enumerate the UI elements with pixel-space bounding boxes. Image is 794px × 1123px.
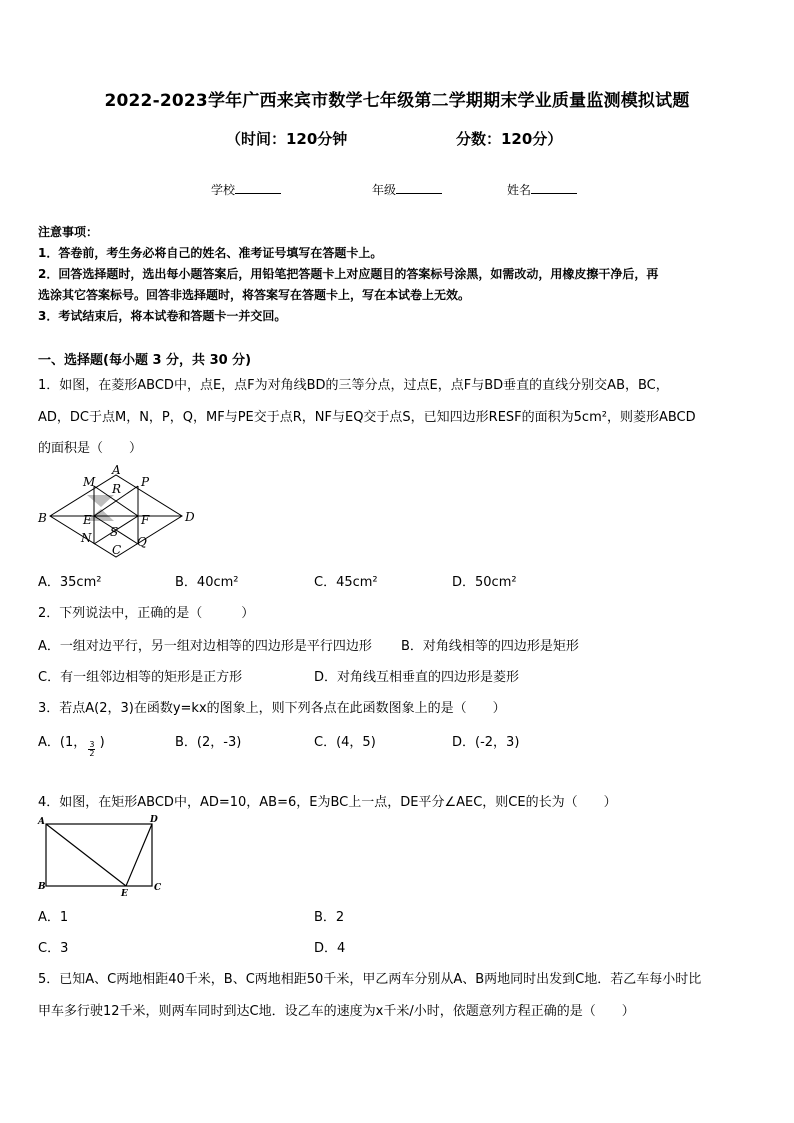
q5-line2: 甲车多行驶12千米，则两车同时到达C地．设乙车的速度为x千米/小时，依题意列方程正确的是（ ） [38,1004,635,1019]
label-d: D [150,815,158,825]
q2-stem: 2．下列说法中，正确的是（ ） [38,606,255,621]
q5-line1: 5．已知A、C两地相距40千米，B、C两地相距50千米，甲乙两车分别从A、B两地同时出发到C地．若乙车每小时比 [38,972,702,987]
label-a: A [112,463,121,477]
label-s: S [110,525,119,539]
fraction [88,741,95,758]
q1-line3: 的面积是（ ） [38,441,143,456]
exam-time: （时间：120分钟 [226,130,348,148]
q2-option-d: D．对角线互相垂直的四边形是菱形 [314,670,520,685]
label-d: D [185,510,195,524]
label-p: P [141,475,150,489]
notice-heading: 注意事项： [38,225,99,239]
section-heading: 一、选择题(每小题 3 分，共 30 分) [38,353,252,368]
q3-option-a [38,731,105,758]
school-blank [235,181,281,194]
notice-item-1: 1．答卷前，考生务必将自己的姓名、准考证号填写在答题卡上。 [38,246,383,260]
notice-item-2b: 选涂其它答案标号。回答非选择题时，将答案写在答题卡上，写在本试卷上无效。 [38,288,471,302]
q1-option-c: C．45cm² [314,575,378,590]
q3-stem: 3．若点A(2，3)在函数y=kx的图象上，则下列各点在此函数图象上的是（ ） [38,701,506,716]
exam-score: 分数：120分） [456,130,563,148]
q2-option-a: A．一组对边平行，另一组对边相等的四边形是平行四边形 [38,639,372,654]
page-title: 2022-2023学年广西来宾市数学七年级第二学期期末学业质量监测模拟试题 [104,91,690,111]
label-a: A [38,817,45,827]
q1-option-d: D．50cm² [452,575,517,590]
q1-option-b: B．40cm² [175,575,239,590]
q4-option-d: D．4 [314,941,346,956]
school-label: 学校 [211,183,236,197]
notice-item-2a: 2．回答选择题时，选出每小题答案后，用铅笔把答题卡上对应题目的答案标号涂黑，如需改动，用橡皮擦干净后，再 [38,267,659,281]
q3-option-c: C．(4，5) [314,735,376,750]
q4-option-a: A．1 [38,910,69,925]
label-r: R [112,482,122,496]
label-b: B [38,511,47,525]
grade-field [372,181,442,198]
grade-blank [396,181,442,194]
q3-option-b: B．(2，-3) [175,735,242,750]
label-n: N [81,531,92,545]
fraction-numerator: 3 [89,740,95,749]
notice-item-3: 3．考试结束后，将本试卷和答题卡一并交回。 [38,309,287,323]
q3-option-d: D．(-2，3) [452,735,520,750]
q4-stem: 4．如图，在矩形ABCD中，AD=10，AB=6，E为BC上一点，DE平分∠AEC，则CE的长为（ ） [38,795,617,810]
fraction-denominator: 2 [89,749,95,758]
segment-de [126,824,152,886]
label-c: C [154,883,162,893]
label-e: E [121,889,128,899]
q3-option-a-text: A．(1， [38,735,87,750]
q4-option-c: C．3 [38,941,69,956]
label-b: B [38,882,46,892]
school-field [211,181,281,198]
name-field [507,181,577,198]
rectangle-figure [34,815,169,900]
label-q: Q [137,535,147,549]
q1-line1: 1．如图，在菱形ABCD中，点E，点F为对角线BD的三等分点，过点E，点F与BD垂直的直线分别交AB，BC， [38,378,669,393]
label-m: M [83,475,96,489]
name-label: 姓名 [507,183,532,197]
q3-option-a-close: ) [99,735,105,750]
q1-line2: AD，DC于点M，N，P，Q，MF与PE交于点R，NF与EQ交于点S，已知四边形RESF的面积为5cm²，则菱形ABCD [38,410,696,425]
segment-ae [46,824,126,886]
label-e: E [83,513,92,527]
rectangle-outline [46,824,152,886]
name-blank [531,181,577,194]
q4-option-b: B．2 [314,910,345,925]
label-f: F [141,513,150,527]
q1-option-a: A．35cm² [38,575,102,590]
grade-label: 年级 [372,183,397,197]
q2-option-c: C．有一组邻边相等的矩形是正方形 [38,670,243,685]
q2-option-b: B．对角线相等的四边形是矩形 [401,639,579,654]
label-c: C [112,543,122,557]
rhombus-figure [30,460,210,560]
